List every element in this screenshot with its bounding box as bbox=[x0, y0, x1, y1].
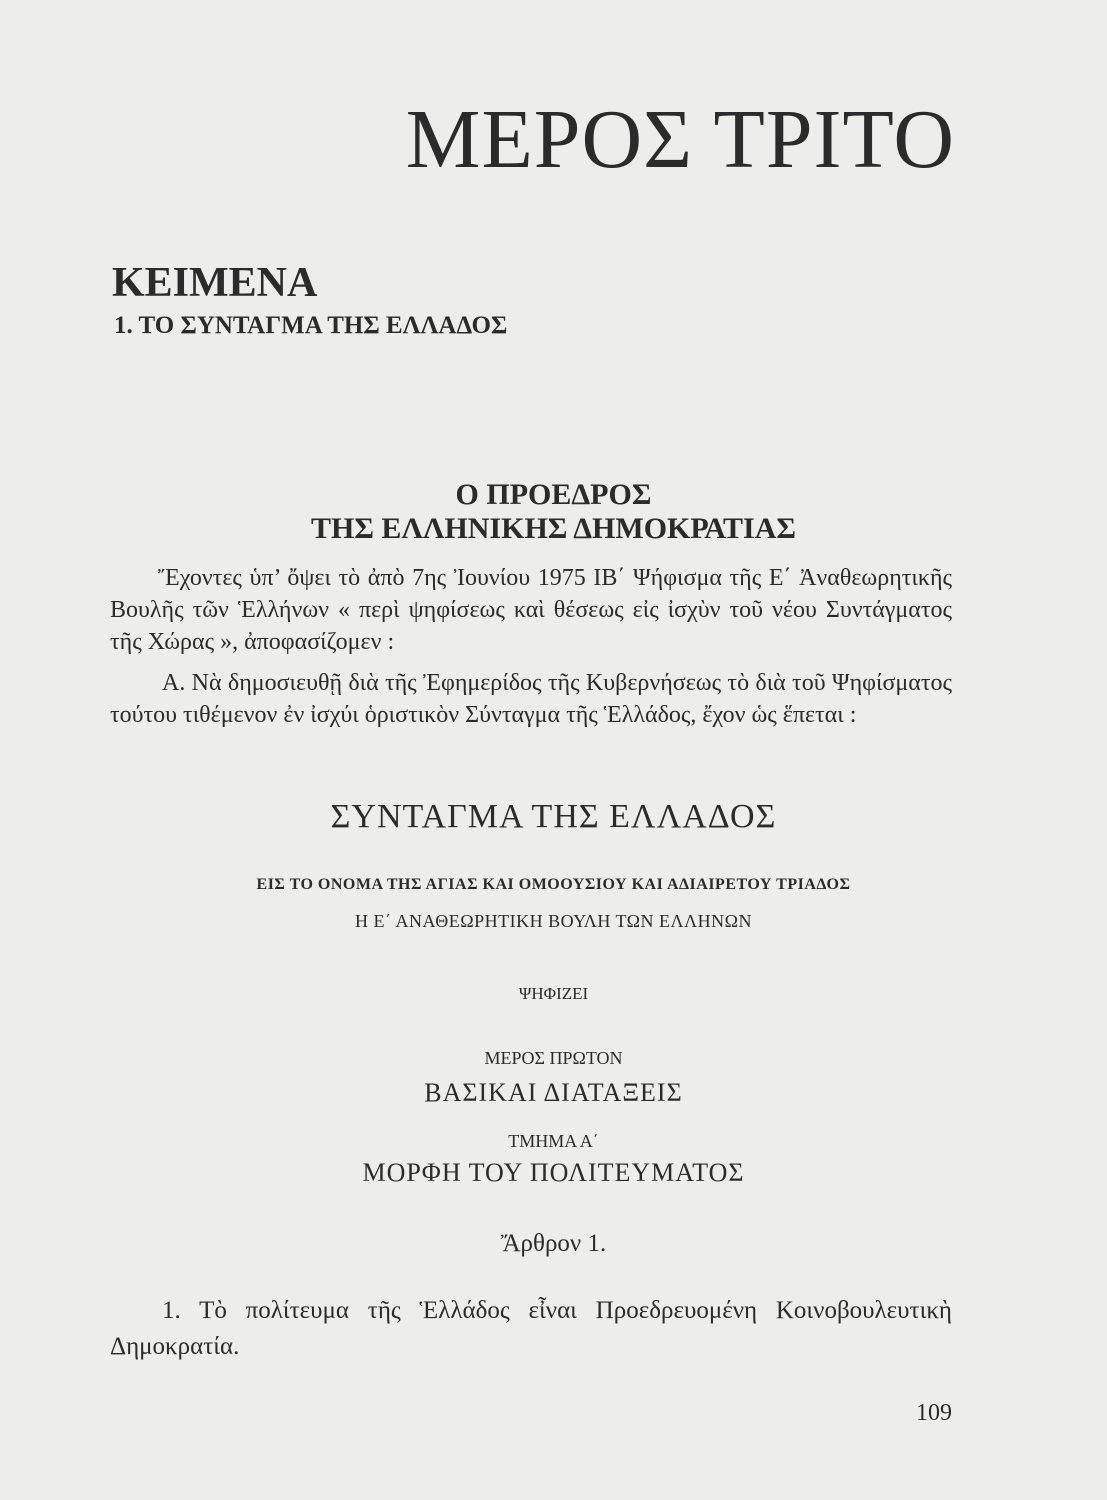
section-a-heading: ΤΜΗΜΑ Α΄ bbox=[508, 1131, 599, 1151]
part-one-heading: ΜΕΡΟΣ ΠΡΩΤΟΝ bbox=[484, 1048, 623, 1068]
page-number: 109 bbox=[916, 1400, 952, 1426]
subsection-title: 1. ΤΟ ΣΥΝΤΑΓΜΑ ΤΗΣ ΕΛΛΑΔΟΣ bbox=[114, 312, 508, 339]
part-title: ΜΕΡΟΣ ΤΡΙΤΟ bbox=[405, 93, 955, 186]
president-heading bbox=[0, 478, 1107, 546]
votes-line: ΨΗΦΙΖΕΙ bbox=[518, 984, 589, 1003]
president-heading-line1: Ο ΠΡΟΕΔΡΟΣ bbox=[455, 478, 652, 511]
invocation-line: ΕΙΣ ΤΟ ΟΝΟΜΑ ΤΗΣ ΑΓΙΑΣ ΚΑΙ ΟΜΟΟΥΣΙΟΥ ΚΑΙ ΑΔΙΑΙΡΕΤΟΥ ΤΡΙΑΔΟΣ bbox=[256, 876, 851, 893]
article-1-paragraph: 1. Τὸ πολίτευμα τῆς Ἑλλάδος εἶναι Προεδρευομένη Κοινοβουλευτικὴ Δημοκρατία. bbox=[110, 1297, 952, 1360]
basic-provisions-heading: ΒΑΣΙΚΑΙ ΔΙΑΤΑΞΕΙΣ bbox=[424, 1078, 683, 1107]
article-heading: Ἄρθρον 1. bbox=[500, 1230, 607, 1257]
section-title: ΚΕΙΜΕΝΑ bbox=[112, 260, 318, 306]
decree-paragraph-2: Α. Νὰ δημοσιευθῇ διὰ τῆς Ἐφημερίδος τῆς Κυβερνήσεως τὸ διὰ τοῦ Ψηφίσματος τούτου τιθέμενον ἐν ἰσχύι ὁριστικὸν Σύνταγμα τῆς Ἑλλάδος, ἔχον ὡς ἕπεται : bbox=[110, 670, 952, 728]
decree-paragraph-1: Ἔχοντες ὑπ’ ὄψει τὸ ἀπὸ 7ης Ἰουνίου 1975 ΙΒ΄ Ψήφισμα τῆς Ε΄ Ἀναθεωρητικῆς Βουλῆς τῶν Ἑλλήνων « περὶ ψηφίσεως καὶ θέσεως εἰς ἰσχὺν τοῦ νέου Συντάγματος τῆς Χώρας », ἀποφασίζομεν : bbox=[110, 565, 952, 655]
president-heading-line2: ΤΗΣ ΕΛΛΗΝΙΚΗΣ ΔΗΜΟΚΡΑΤΙΑΣ bbox=[310, 512, 797, 545]
constitution-title: ΣΥΝΤΑΓΜΑ ΤΗΣ ΕΛΛΑΔΟΣ bbox=[330, 798, 777, 835]
form-of-government-heading: ΜΟΡΦΗ ΤΟΥ ΠΟΛΙΤΕΥΜΑΤΟΣ bbox=[362, 1158, 745, 1187]
assembly-line: Η Ε΄ ΑΝΑΘΕΩΡΗΤΙΚΗ ΒΟΥΛΗ ΤΩΝ ΕΛΛΗΝΩΝ bbox=[354, 911, 753, 931]
